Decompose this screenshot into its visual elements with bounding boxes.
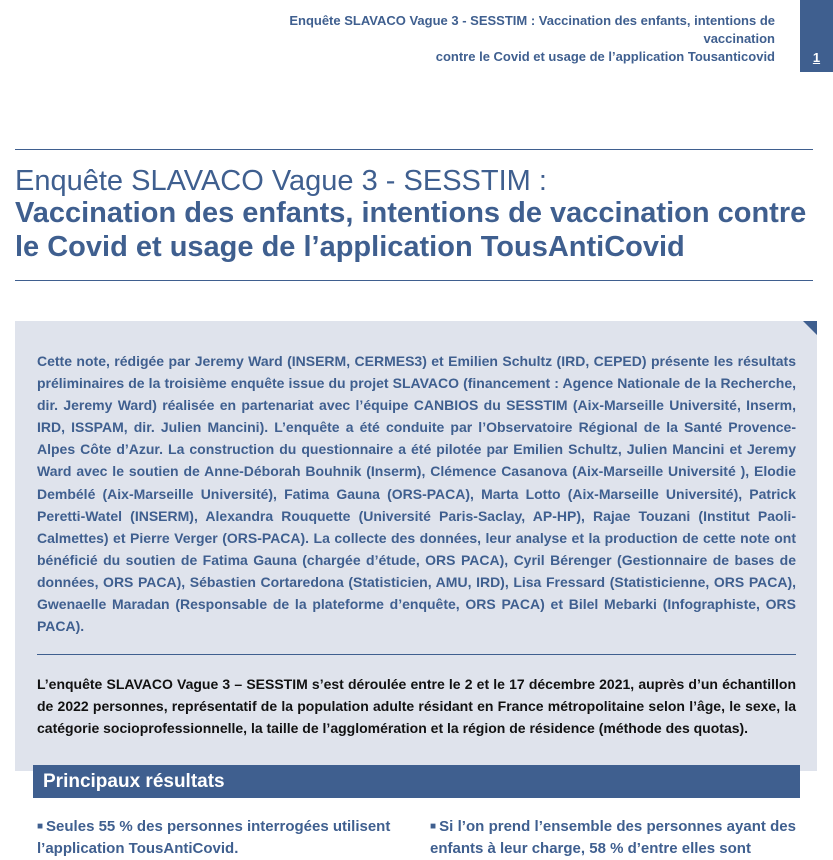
title-prefix: Enquête SLAVACO Vague 3 - SESSTIM : — [15, 165, 547, 197]
title-bottom-rule — [15, 280, 813, 281]
results-heading-bar — [33, 765, 800, 798]
corner-fold-decoration — [803, 321, 817, 335]
running-title-line1: Enquête SLAVACO Vague 3 - SESSTIM : Vaccination des enfants, intentions de vaccination — [289, 13, 775, 46]
running-title-line2: contre le Covid et usage de l’application Tousanticovid — [435, 49, 775, 64]
methodology-text: L’enquête SLAVACO Vague 3 – SESSTIM s’est déroulée entre le 2 et le 17 décembre 2021, auprès d’un échantillon de 2022 personnes, représentatif de la population adulte résidant en France métropolitaine selon l’âge, le sexe, la catégorie socioprofessionnelle, la taille de l’agglomération et la région de résidence (méthode des quotas). — [37, 676, 796, 736]
result-bullet-left — [37, 816, 407, 860]
result-bullet-right-text: Si l’on prend l’ensemble des personnes ayant des enfants à leur charge, 58 % d’entre elles sont — [430, 818, 796, 857]
result-bullet-right — [430, 816, 796, 860]
page-number-tab — [800, 0, 833, 72]
page-title: Vaccination des enfants, intentions de vaccination contre le Covid et usage de l’application TousAntiCovid — [15, 197, 807, 263]
abstract-divider — [37, 654, 796, 655]
page-number: 1 — [812, 50, 821, 65]
square-bullet-icon: ■ — [37, 821, 44, 832]
abstract-text: Cette note, rédigée par Jeremy Ward (INSERM, CERMES3) et Emilien Schultz (IRD, CEPED) présente les résultats préliminaires de la troisième enquête issue du projet SLAVACO (financement : Agence Nationale de la Recherche, dir. Jeremy Ward) réalisée en partenariat avec l’équipe CANBIOS du SESSTIM (Aix-Marseille Université, Inserm, IRD, ISSPAM, dir. Julien Mancini). L’enquête a été conduite par l’Observatoire Régional de la Santé Provence-Alpes Côte d’Azur. La construction du questionnaire a été pilotée par Emilien Schultz, Julien Mancini et Jeremy Ward avec le soutien de Anne-Déborah Bouhnik (Inserm), Clémence Casanova (Aix-Marseille Université ), Elodie Dembélé (Aix-Marseille Université), Fatima Gauna (ORS-PACA), Marta Lotto (Aix-Marseille Université), Patrick Peretti-Watel (INSERM), Alexandra Rouquette (Université Paris-Saclay, AP-HP), Rajae Touzani (Institut Paoli-Calmettes) et Pierre Verger (ORS-PACA). La collecte des données, leur analyse et la production de cette note ont bénéficié du soutien de Fatima Gauna (chargée d’étude, ORS PACA), Cyril Bérenger (Gestionnaire de bases de données, ORS PACA), Sébastien Cortaredona (Statisticien, AMU, IRD), Lisa Fressard (Statisticienne, ORS PACA), Gwenaelle Maradan (Responsable de la plateforme d’enquête, ORS PACA) et Bilel Mebarki (Infographiste, ORS PACA). — [37, 353, 796, 635]
running-header — [215, 12, 775, 66]
title-top-rule — [15, 149, 813, 150]
result-bullet-left-text: Seules 55 % des personnes interrogées utilisent l’application TousAntiCovid. — [37, 818, 391, 857]
results-heading: Principaux résultats — [43, 771, 225, 792]
square-bullet-icon: ■ — [430, 821, 437, 832]
